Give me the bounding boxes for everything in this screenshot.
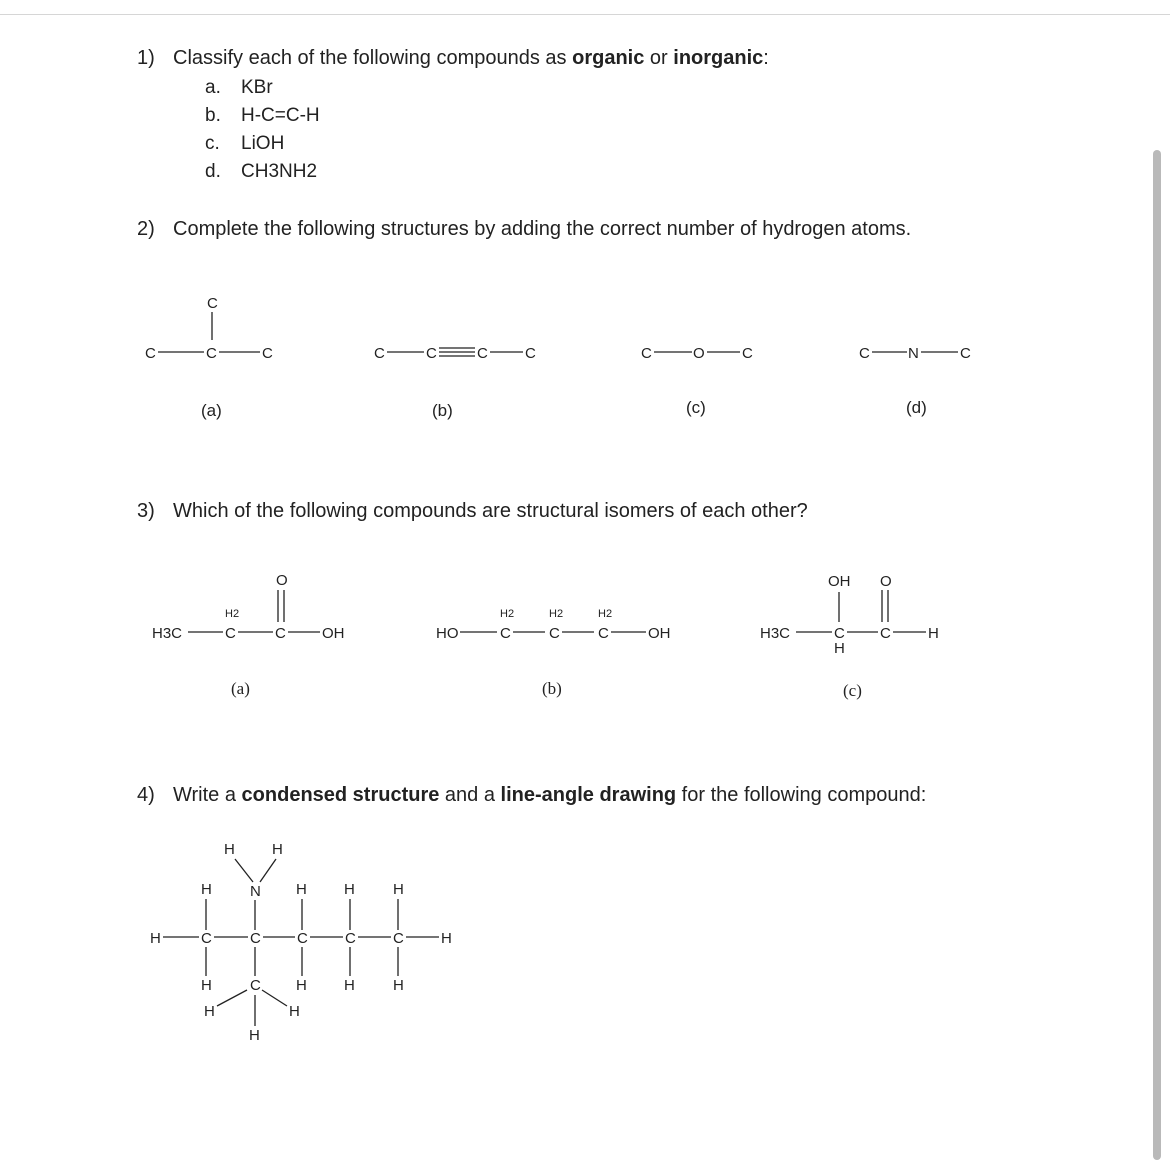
group-h3c: H3C	[760, 625, 791, 642]
atom-c: C	[345, 930, 356, 947]
atom-c: C	[859, 345, 870, 362]
structure-label: (c)	[686, 398, 706, 417]
group-oh: OH	[828, 573, 851, 590]
atom-c: C	[207, 295, 218, 312]
q2-structure-a	[145, 295, 273, 420]
question-text: :	[763, 47, 769, 69]
atom-c: C	[426, 345, 437, 362]
group-h2: H2	[549, 608, 564, 620]
atom-c: C	[880, 625, 891, 642]
atom-c: C	[297, 930, 308, 947]
group-h2: H2	[225, 608, 240, 620]
atom-h: H	[201, 881, 212, 898]
group-h3c: H3C	[152, 625, 183, 642]
atom-o: O	[276, 572, 288, 589]
question-text: for the following compound:	[676, 784, 927, 806]
atom-h: H	[272, 841, 283, 858]
atom-h: H	[296, 977, 307, 994]
atom-c: C	[500, 625, 511, 642]
option-text: H-C=C-H	[241, 105, 320, 126]
atom-c: C	[250, 977, 261, 994]
question-text: or	[644, 47, 674, 69]
q2-structure-c	[641, 345, 753, 417]
atom-c: C	[549, 625, 560, 642]
group-h2: H2	[598, 608, 613, 620]
atom-o: O	[693, 345, 705, 362]
question-number: 2)	[137, 218, 155, 240]
atom-h: H	[393, 881, 404, 898]
atom-c: C	[225, 625, 236, 642]
atom-c: C	[525, 345, 536, 362]
atom-c: C	[206, 345, 217, 362]
bold-term: inorganic	[673, 47, 764, 69]
atom-h: H	[928, 625, 939, 642]
atom-n: N	[908, 345, 919, 362]
atom-h: H	[441, 930, 452, 947]
structure-label: (b)	[542, 679, 562, 698]
atom-n: N	[250, 883, 261, 900]
bold-term: organic	[572, 47, 645, 69]
atom-c: C	[641, 345, 652, 362]
atom-h: H	[344, 881, 355, 898]
option-text: LiOH	[241, 133, 285, 154]
atom-h: H	[249, 1027, 260, 1044]
structure-label: (d)	[906, 398, 927, 417]
atom-h: H	[150, 930, 161, 947]
q2-structure-d	[859, 345, 971, 417]
atom-h: H	[296, 881, 307, 898]
question-text: Which of the following compounds are structural isomers of each other?	[173, 500, 808, 522]
option-text: KBr	[241, 77, 273, 98]
question-text: Classify each of the following compounds as	[173, 47, 573, 69]
group-oh: OH	[648, 625, 671, 642]
option-letter: c.	[205, 133, 220, 154]
atom-c: C	[742, 345, 753, 362]
option-letter: a.	[205, 77, 221, 98]
option-text: CH3NH2	[241, 161, 318, 182]
atom-h: H	[224, 841, 235, 858]
option-letter: b.	[205, 105, 221, 126]
question-text: and a	[439, 784, 501, 806]
bold-term: condensed structure	[241, 784, 440, 806]
group-ho: HO	[436, 625, 459, 642]
atom-h: H	[201, 977, 212, 994]
question-text: Write a	[173, 784, 242, 806]
atom-c: C	[262, 345, 273, 362]
atom-h: H	[289, 1003, 300, 1020]
structure-label: (a)	[231, 679, 250, 698]
atom-h: H	[204, 1003, 215, 1020]
atom-c: C	[250, 930, 261, 947]
option-letter: d.	[205, 161, 221, 182]
atom-o: O	[880, 573, 892, 590]
atom-c: C	[393, 930, 404, 947]
atom-c: C	[145, 345, 156, 362]
atom-c: C	[834, 625, 845, 642]
atom-c: C	[598, 625, 609, 642]
structure-label: (b)	[432, 401, 453, 420]
atom-h: H	[344, 977, 355, 994]
question-text: Complete the following structures by adding the correct number of hydrogen atoms.	[173, 218, 912, 240]
question-number: 1)	[137, 47, 155, 69]
q3-structure-a	[152, 572, 345, 698]
structure-label: (a)	[201, 401, 222, 420]
question-number: 4)	[137, 784, 155, 806]
atom-c: C	[477, 345, 488, 362]
q4-structure	[150, 841, 452, 1044]
q3-structure-c	[760, 573, 939, 700]
atom-c: C	[201, 930, 212, 947]
structure-label: (c)	[843, 681, 862, 700]
group-h2: H2	[500, 608, 515, 620]
atom-c: C	[374, 345, 385, 362]
q3-structure-b	[436, 608, 671, 698]
atom-c: C	[275, 625, 286, 642]
question-number: 3)	[137, 500, 155, 522]
q2-structure-b	[374, 345, 536, 420]
bold-term: line-angle drawing	[500, 784, 677, 806]
atom-c: C	[960, 345, 971, 362]
atom-h: H	[834, 640, 845, 657]
group-oh: OH	[322, 625, 345, 642]
atom-h: H	[393, 977, 404, 994]
